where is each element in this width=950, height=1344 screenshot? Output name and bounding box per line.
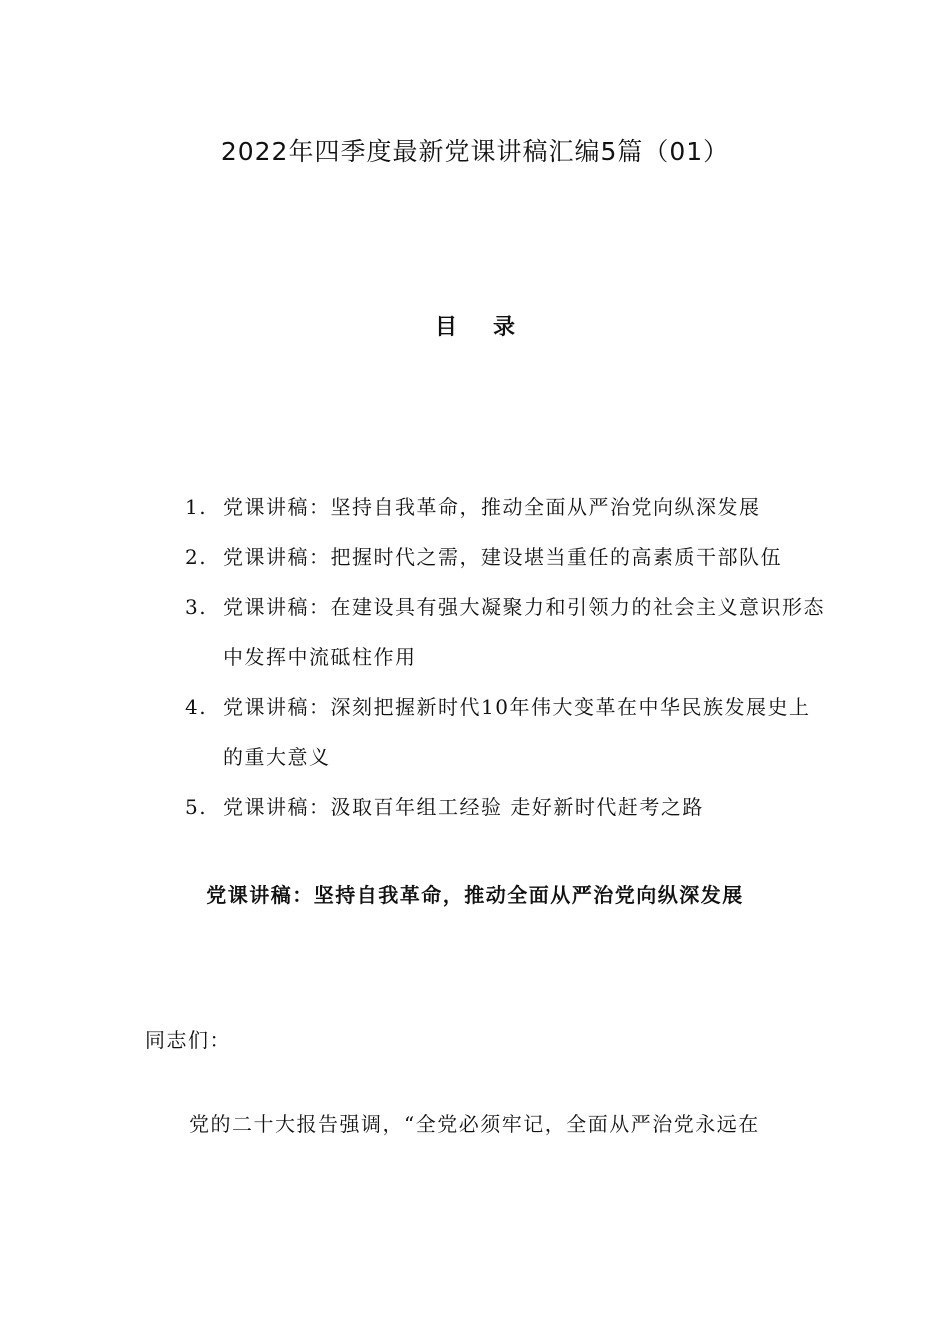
document-title: 2022年四季度最新党课讲稿汇编5篇（01） bbox=[220, 137, 730, 166]
toc-item-text: 党课讲稿：汲取百年组工经验 走好新时代赶考之路 bbox=[223, 795, 704, 819]
toc-item-number: 2. bbox=[185, 545, 208, 569]
toc-item-3 bbox=[185, 582, 825, 682]
table-of-contents bbox=[185, 482, 825, 832]
salutation: 同志们： bbox=[145, 1028, 231, 1052]
toc-item-text: 党课讲稿：在建设具有强大凝聚力和引领力的社会主义意识形态中发挥中流砥柱作用 bbox=[223, 595, 825, 669]
toc-item-text: 党课讲稿：坚持自我革命，推动全面从严治党向纵深发展 bbox=[223, 495, 761, 519]
toc-item-number: 1. bbox=[185, 495, 208, 519]
toc-item-number: 4. bbox=[185, 695, 208, 719]
section-title: 党课讲稿：坚持自我革命，推动全面从严治党向纵深发展 bbox=[206, 883, 744, 907]
toc-item-text: 党课讲稿：深刻把握新时代10年伟大变革在中华民族发展史上的重大意义 bbox=[223, 695, 811, 769]
toc-heading: 目录 bbox=[434, 314, 551, 340]
body-paragraph: 党的二十大报告强调，“全党必须牢记，全面从严治党永远在 bbox=[189, 1112, 760, 1136]
toc-item-4 bbox=[185, 682, 825, 782]
toc-item-2 bbox=[185, 532, 825, 582]
toc-item-number: 3. bbox=[185, 595, 208, 619]
toc-item-5 bbox=[185, 782, 825, 832]
toc-item-1 bbox=[185, 482, 825, 532]
toc-item-text: 党课讲稿：把握时代之需，建设堪当重任的高素质干部队伍 bbox=[223, 545, 782, 569]
toc-item-number: 5. bbox=[185, 795, 208, 819]
